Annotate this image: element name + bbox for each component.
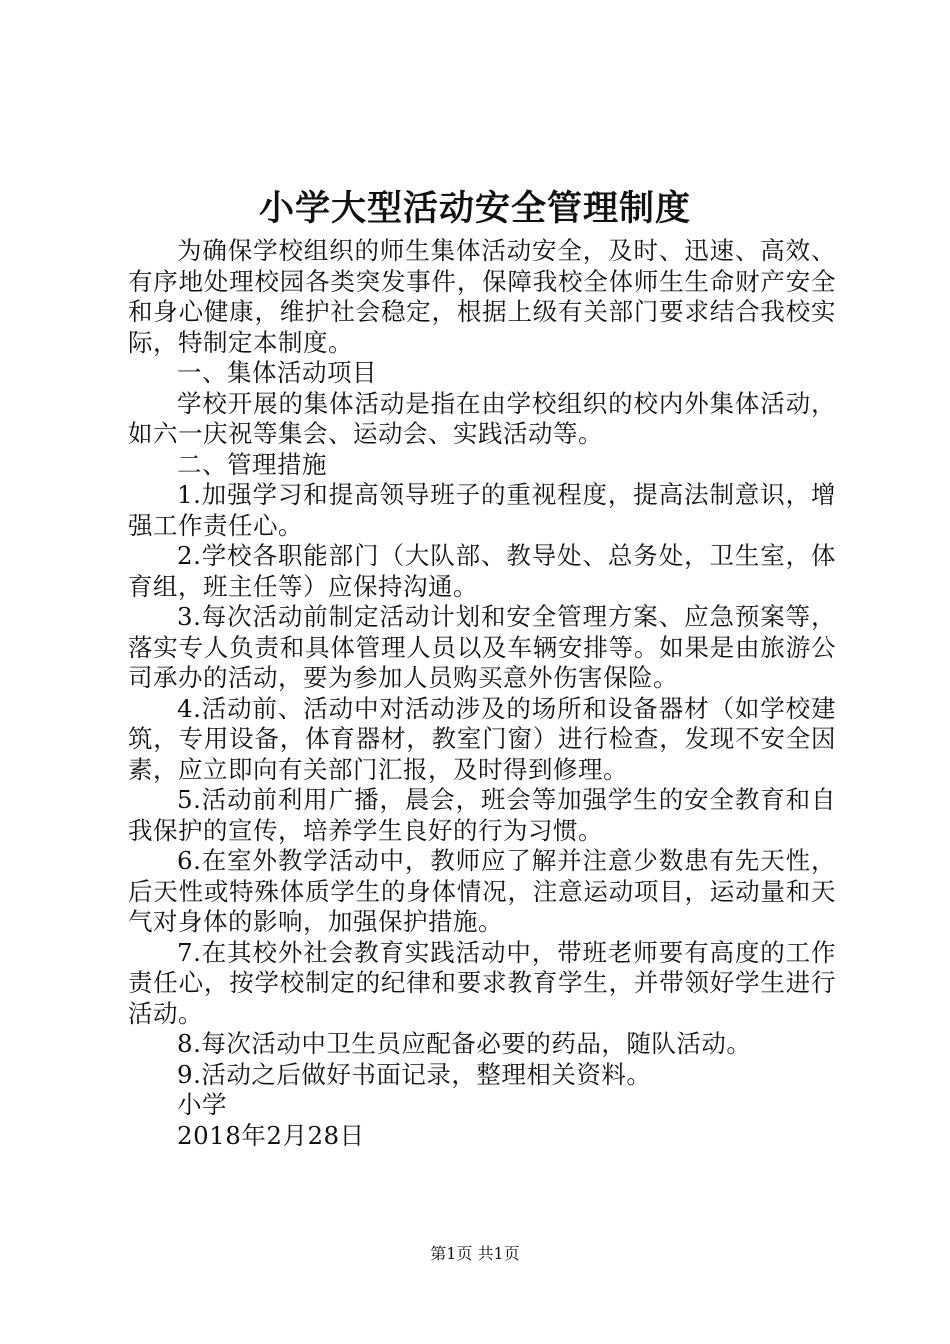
- document-body: [128, 236, 836, 1151]
- document-title: 小学大型活动安全管理制度: [258, 188, 691, 229]
- list-item-5: 5.活动前利用广播，晨会，班会等加强学生的安全教育和自我保护的宣传，培养学生良好的行为习惯。: [128, 785, 836, 845]
- heading-section-2: 二、管理措施: [177, 449, 327, 479]
- list-item-8: 8.每次活动中卫生员应配备必要的药品，随队活动。: [177, 1029, 752, 1058]
- list-item-1: 1.加强学习和提高领导班子的重视程度，提高法制意识，增强工作责任心。: [128, 480, 836, 540]
- signature-school: 小学: [177, 1090, 227, 1119]
- list-item-3: 3.每次活动前制定活动计划和安全管理方案、应急预案等，落实专人负责和具体管理人员以及车辆安排等。如果是由旅游公司承办的活动，要为参加人员购买意外伤害保险。: [128, 602, 836, 692]
- list-item-6: 6.在室外教学活动中，教师应了解并注意少数患有先天性，后天性或特殊体质学生的身体情况，注意运动项目，运动量和天气对身体的影响，加强保护措施。: [128, 846, 836, 936]
- page-footer: 第1页 共1页: [430, 1244, 520, 1263]
- signature-date: 2018年2月28日: [177, 1120, 365, 1150]
- paragraph-section-1: 学校开展的集体活动是指在由学校组织的校内外集体活动，如六一庆祝等集会、运动会、实践活动等。: [128, 388, 836, 448]
- list-item-4: 4.活动前、活动中对活动涉及的场所和设备器材（如学校建筑，专用设备，体育器材，教室门窗）进行检查，发现不安全因素，应立即向有关部门汇报，及时得到修理。: [128, 693, 836, 784]
- list-item-7: 7.在其校外社会教育实践活动中，带班老师要有高度的工作责任心，按学校制定的纪律和要求教育学生，并带领好学生进行活动。: [128, 937, 836, 1028]
- list-item-9: 9.活动之后做好书面记录，整理相关资料。: [177, 1059, 652, 1089]
- paragraph-intro: 为确保学校组织的师生集体活动安全，及时、迅速、高效、有序地处理校园各类突发事件，保障我校全体师生生命财产安全和身心健康，维护社会稳定，根据上级有关部门要求结合我校实际，特制定本制度。: [128, 236, 836, 357]
- heading-section-1: 一、集体活动项目: [177, 358, 377, 387]
- list-item-2: 2.学校各职能部门（大队部、教导处、总务处，卫生室，体育组，班主任等）应保持沟通。: [128, 541, 836, 601]
